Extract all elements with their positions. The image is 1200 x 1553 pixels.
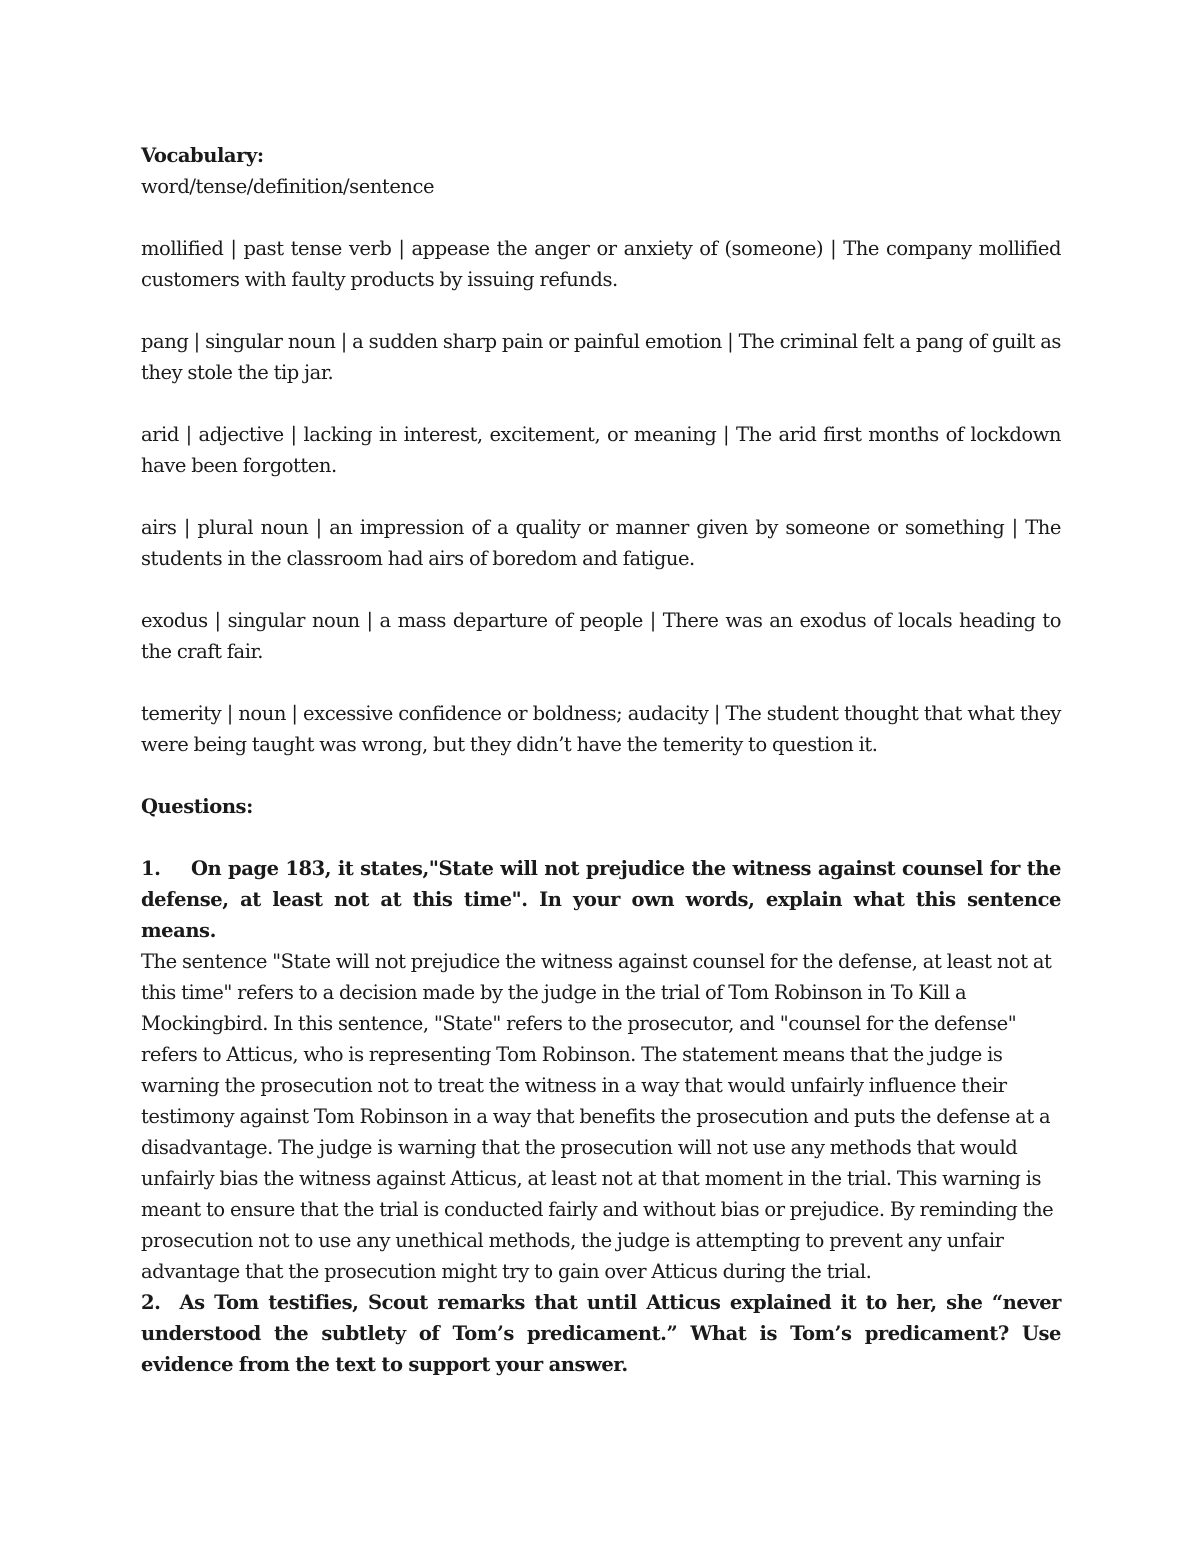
question-2-number: 2. <box>141 1291 161 1314</box>
questions-heading: Questions: <box>141 795 253 818</box>
spacer <box>141 822 1061 853</box>
question-2 <box>141 1287 1061 1380</box>
spacer <box>141 667 1061 698</box>
vocab-entry-exodus: exodus | singular noun | a mass departure of people | There was an exodus of locals heading to the craft fair. <box>141 609 1061 663</box>
vocab-entry-mollified: mollified | past tense verb | appease the anger or anxiety of (someone) | The company mollified customers with faulty products by issuing refunds. <box>141 237 1061 291</box>
question-1 <box>141 853 1061 946</box>
vocab-entry-temerity: temerity | noun | excessive confidence or boldness; audacity | The student thought that what they were being taught was wrong, but they didn’t have the temerity to question it. <box>141 702 1061 756</box>
question-1-number: 1. <box>141 857 161 880</box>
answer-1: The sentence "State will not prejudice the witness against counsel for the defense, at least not at this time" refers to a decision made by the judge in the trial of Tom Robinson in To Kill a Mockingbird. In this sentence, "State" refers to the prosecutor, and "counsel for the defense" refers to Atticus, who is representing Tom Robinson. The statement means that the judge is warning the prosecution not to treat the witness in a way that would unfairly influence their testimony against Tom Robinson in a way that benefits the prosecution and puts the defense at a disadvantage. The judge is warning that the prosecution will not use any methods that would unfairly bias the witness against Atticus, at least not at that moment in the trial. This warning is meant to ensure that the trial is conducted fairly and without bias or prejudice. By reminding the prosecution not to use any unethical methods, the judge is attempting to prevent any unfair advantage that the prosecution might try to gain over Atticus during the trial. <box>141 950 1054 1283</box>
document-page <box>141 140 1061 1380</box>
spacer <box>141 481 1061 512</box>
vocabulary-format-line: word/tense/definition/sentence <box>141 175 435 198</box>
spacer <box>141 574 1061 605</box>
spacer <box>141 388 1061 419</box>
question-2-text: As Tom testifies, Scout remarks that until Atticus explained it to her, she “never understood the subtlety of Tom’s predicament.” What is Tom’s predicament? Use evidence from the text to support your answer. <box>141 1291 1061 1376</box>
vocab-entry-airs: airs | plural noun | an impression of a quality or manner given by someone or something | The students in the classroom had airs of boredom and fatigue. <box>141 516 1061 570</box>
vocabulary-heading: Vocabulary: <box>141 144 264 167</box>
vocab-entry-pang: pang | singular noun | a sudden sharp pain or painful emotion | The criminal felt a pang of guilt as they stole the tip jar. <box>141 330 1061 384</box>
vocab-entry-arid: arid | adjective | lacking in interest, excitement, or meaning | The arid first months of lockdown have been forgotten. <box>141 423 1061 477</box>
spacer <box>141 760 1061 791</box>
spacer <box>141 202 1061 233</box>
spacer <box>141 295 1061 326</box>
question-1-text: On page 183, it states,"State will not prejudice the witness against counsel for the defense, at least not at this time". In your own words, explain what this sentence means. <box>141 857 1061 942</box>
